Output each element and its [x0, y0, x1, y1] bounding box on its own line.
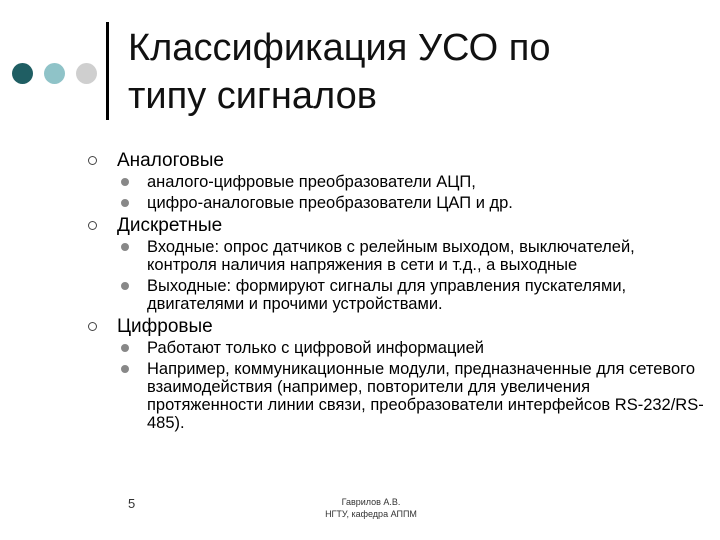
- section-label: Дискретные: [117, 215, 223, 236]
- ring-bullet-icon: [88, 221, 97, 230]
- dark-teal-dot: [12, 63, 33, 84]
- dot-bullet-icon: [121, 282, 129, 290]
- slide-title: [128, 24, 688, 120]
- list-item-text: Например, коммуникационные модули, предназначенные для сетевого взаимодействия (например, повторители для увеличения протяженности линии связи, преобразователи интерфейсов RS-232/RS-485).: [147, 360, 704, 432]
- list-item: [88, 194, 708, 212]
- section-label: Цифровые: [117, 316, 213, 337]
- section-analog: [88, 150, 708, 172]
- list-item: [88, 360, 708, 432]
- ring-bullet-icon: [88, 156, 97, 165]
- footer-department: НГТУ, кафедра АППМ: [325, 509, 417, 519]
- light-teal-dot: [44, 63, 65, 84]
- list-item: [88, 339, 708, 357]
- list-item-text: Работают только с цифровой информацией: [147, 339, 485, 357]
- section-digital: [88, 316, 708, 338]
- slide-content: [88, 150, 708, 435]
- footer: [296, 496, 446, 520]
- title-line-1: Классификация УСО по: [128, 27, 551, 69]
- title-divider: [106, 22, 109, 120]
- page-number: 5: [128, 496, 136, 511]
- list-item-text: Выходные: формируют сигналы для управления пускателями, двигателями и прочими устройствами.: [147, 277, 627, 313]
- dot-bullet-icon: [121, 199, 129, 207]
- dot-bullet-icon: [121, 344, 129, 352]
- section-label: Аналоговые: [117, 150, 224, 171]
- list-item: [88, 277, 708, 313]
- list-item: [88, 238, 708, 274]
- dot-bullet-icon: [121, 365, 129, 373]
- list-item-text: аналого-цифровые преобразователи АЦП,: [147, 173, 476, 191]
- list-item-text: цифро-аналоговые преобразователи ЦАП и др.: [147, 194, 513, 212]
- list-item-text: Входные: опрос датчиков с релейным выходом, выключателей, контроля наличия напряжения в сети и т.д., а выходные: [147, 238, 635, 274]
- title-line-2: типу сигналов: [128, 75, 377, 117]
- list-item: [88, 173, 708, 191]
- decorative-dots: [12, 63, 98, 85]
- dot-bullet-icon: [121, 178, 129, 186]
- footer-author: Гаврилов А.В.: [341, 497, 401, 507]
- ring-bullet-icon: [88, 322, 97, 331]
- section-discrete: [88, 215, 708, 237]
- gray-dot: [76, 63, 97, 84]
- dot-bullet-icon: [121, 243, 129, 251]
